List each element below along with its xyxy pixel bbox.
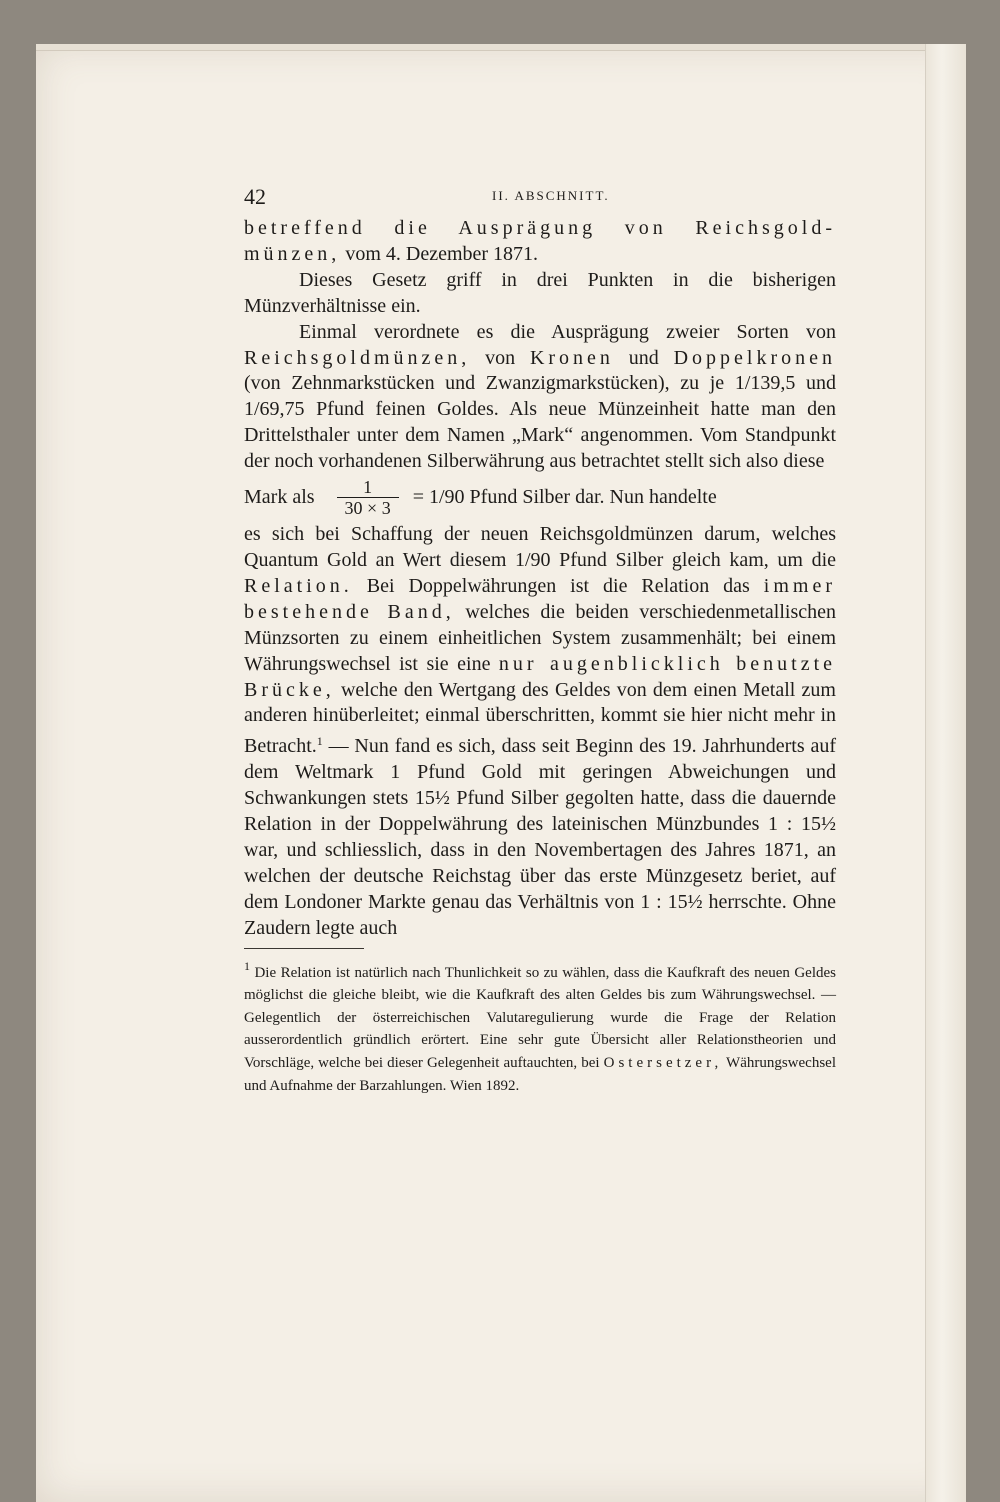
p3-text-a: Einmal verordnete es die Ausprägung zweier Sorten von — [299, 320, 836, 343]
p4-spaced-band: immer bestehende Band, — [244, 574, 836, 623]
adjacent-page-edge — [925, 44, 966, 1502]
fraction-numerator: 1 — [363, 477, 373, 498]
p3-text-e: und — [795, 372, 836, 395]
p3-spaced-doppelkronen: Doppelkronen — [673, 346, 836, 369]
footnote-text-b: Währungswechsel und Aufnahme der Barzahlungen. Wien 1892. — [244, 1054, 836, 1094]
fraction-prefix: Mark als — [244, 485, 315, 508]
p4-text-c: welches die beiden verschiedenmetallischen Münzsorten zu einem einheitlichen System zusammenhält; bei einem Währungswechsel ist sie eine — [244, 600, 836, 675]
p3-spaced-kronen: Kronen — [529, 346, 614, 369]
p4-text-a: es sich bei Schaffung der neuen Reichsgoldmünzen darum, welches Quantum Gold an Wert diesem 1/90 Pfund Silber gleich kam, um die — [244, 523, 836, 571]
body-text — [244, 216, 836, 942]
footnote-text-a: Die Relation ist natürlich nach Thunlichkeit so zu wählen, dass die Kaufkraft des neuen Geldes möglichst die gleiche bleibt, wie die Kaufkraft des alten Geldes bis zum Währungswechsel. — Gelegentlich der österreichischen Valutaregulierung wurde die Frage der Relation ausserordentlich gründlich erörtert. Eine sehr gute Übersicht aller Relationstheorien und Vorschläge, welche bei dieser Gelegenheit auftauchten, bei — [244, 964, 836, 1071]
p3-fraction-1: 1/139,5 — [734, 372, 796, 395]
p4-spaced-bruecke: nur augenblicklich benutzte Brücke, — [244, 652, 836, 701]
p3-text-c: und — [613, 346, 674, 369]
p3-fraction-2: 1/69,75 — [244, 398, 305, 421]
fraction — [337, 477, 399, 518]
p3-text-f: Pfund feinen Goldes. Als neue Münzeinheit hatte man den Drittelsthaler unter dem Namen „Mark“ angenommen. Vom Standpunkt der noch vorhandenen Silberwährung aus betrachtet stellt sich also diese — [244, 398, 836, 473]
paragraph-3 — [244, 320, 836, 475]
fraction-line — [244, 477, 836, 518]
law-title-spaced-2: münzen, — [244, 242, 341, 265]
paragraph-4 — [244, 522, 836, 942]
p3-spaced-reichsgoldmuenzen: Reichsgoldmünzen, — [244, 346, 471, 369]
paragraph-1 — [244, 216, 836, 268]
footnote-reference: 1 — [316, 734, 323, 749]
law-date: vom 4. Dezember 1871. — [340, 242, 539, 265]
p4-spaced-relation: Relation. — [244, 574, 353, 597]
page-top-edge — [36, 44, 966, 51]
p4-text-d: welche den Wertgang des Geldes von dem einen Metall zum anderen hinüberleitet; einmal überschritten, kommt sie hier nicht mehr in Betracht. — [244, 678, 836, 758]
running-head — [244, 176, 836, 216]
page-number: 42 — [244, 184, 266, 209]
p3-text-d: (von Zehnmarkstücken und Zwanzigmarkstücken), zu je — [244, 372, 735, 395]
p4-text-e: — Nun fand es sich, dass seit Beginn des 19. Jahrhunderts auf dem Weltmark 1 Pfund Gold mit geringen Abweichungen und Schwankungen stets 15½ Pfund Silber gegolten hatte, dass die dauernde Relation in der Doppelwährung des lateinischen Münzbundes 1 : 15½ war, und schliesslich, dass in den Novembertagen des Jahres 1871, an welchen der deutsche Reichstag über das erste Münzgesetz beriet, auf dem Londoner Markte genau das Verhältnis von 1 : 15½ herrschte. Ohne Zaudern legte auch — [244, 735, 836, 939]
section-title: II. ABSCHNITT. — [492, 188, 610, 203]
page-text-block — [244, 176, 836, 1097]
p4-text-b: Bei Doppelwährungen ist die Relation das — [352, 574, 764, 597]
p3-text-b: von — [470, 346, 530, 369]
fraction-denominator: 30 × 3 — [337, 497, 399, 518]
paragraph-2: Dieses Gesetz griff in drei Punkten in die bisherigen Münzverhältnisse ein. — [244, 268, 836, 317]
footnote-author: Ostersetzer, — [603, 1054, 723, 1071]
fraction-suffix: = 1/90 Pfund Silber dar. Nun handelte — [412, 485, 717, 508]
footnote-marker: 1 — [244, 958, 250, 973]
footnote — [244, 955, 836, 1098]
law-title-spaced: betreffend die Ausprägung von Reichsgold- — [244, 217, 836, 239]
footnote-rule — [244, 948, 364, 949]
